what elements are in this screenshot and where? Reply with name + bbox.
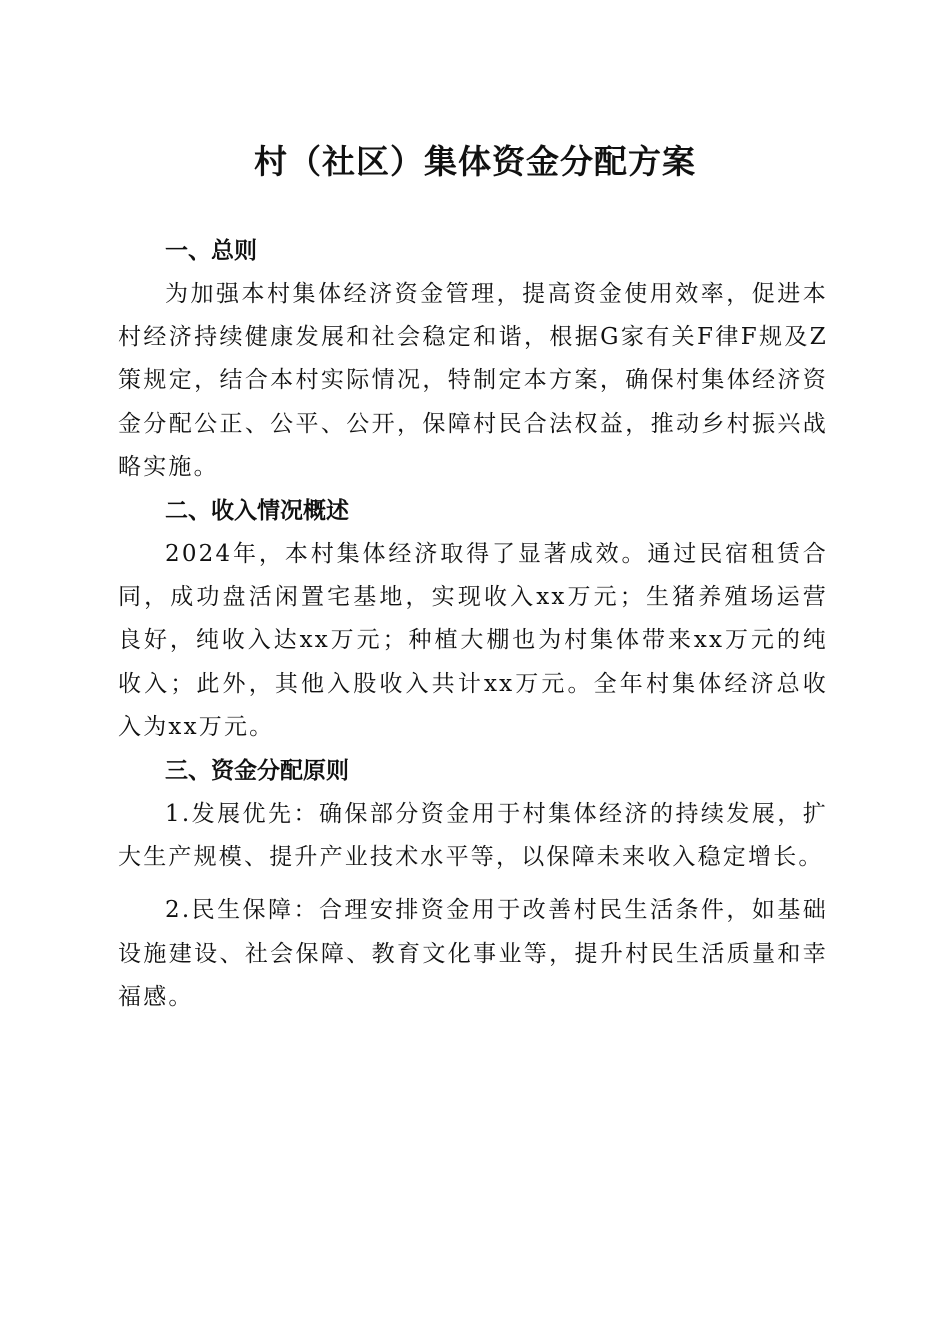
document-title: 村（社区）集体资金分配方案 xyxy=(254,142,696,181)
document-body xyxy=(118,229,828,1019)
section-paragraph: 1.发展优先：确保部分资金用于村集体经济的持续发展，扩大生产规模、提升产业技术水平等，以保障未来收入稳定增长。 xyxy=(118,801,828,871)
section-paragraph: 2024年，本村集体经济取得了显著成效。通过民宿租赁合同，成功盘活闲置宅基地，实现收入xx万元；生猪养殖场运营良好，纯收入达xx万元；种植大棚也为村集体带来xx万元的纯收入；此外，其他入股收入共计xx万元。全年村集体经济总收入为xx万元。 xyxy=(118,541,828,740)
section-heading-income: 二、收入情况概述 xyxy=(165,498,349,525)
section-paragraph: 为加强本村集体经济资金管理，提高资金使用效率，促进本村经济持续健康发展和社会稳定和谐，根据G家有关F律F规及Z策规定，结合本村实际情况，特制定本方案，确保村集体经济资金分配公正、公平、公开，保障村民合法权益，推动乡村振兴战略实施。 xyxy=(118,281,828,480)
section-heading-principles: 三、资金分配原则 xyxy=(165,758,349,785)
section-paragraph: 2.民生保障：合理安排资金用于改善村民生活条件，如基础设施建设、社会保障、教育文化事业等，提升村民生活质量和幸福感。 xyxy=(118,897,828,1010)
section-heading-general: 一、总则 xyxy=(165,238,257,264)
